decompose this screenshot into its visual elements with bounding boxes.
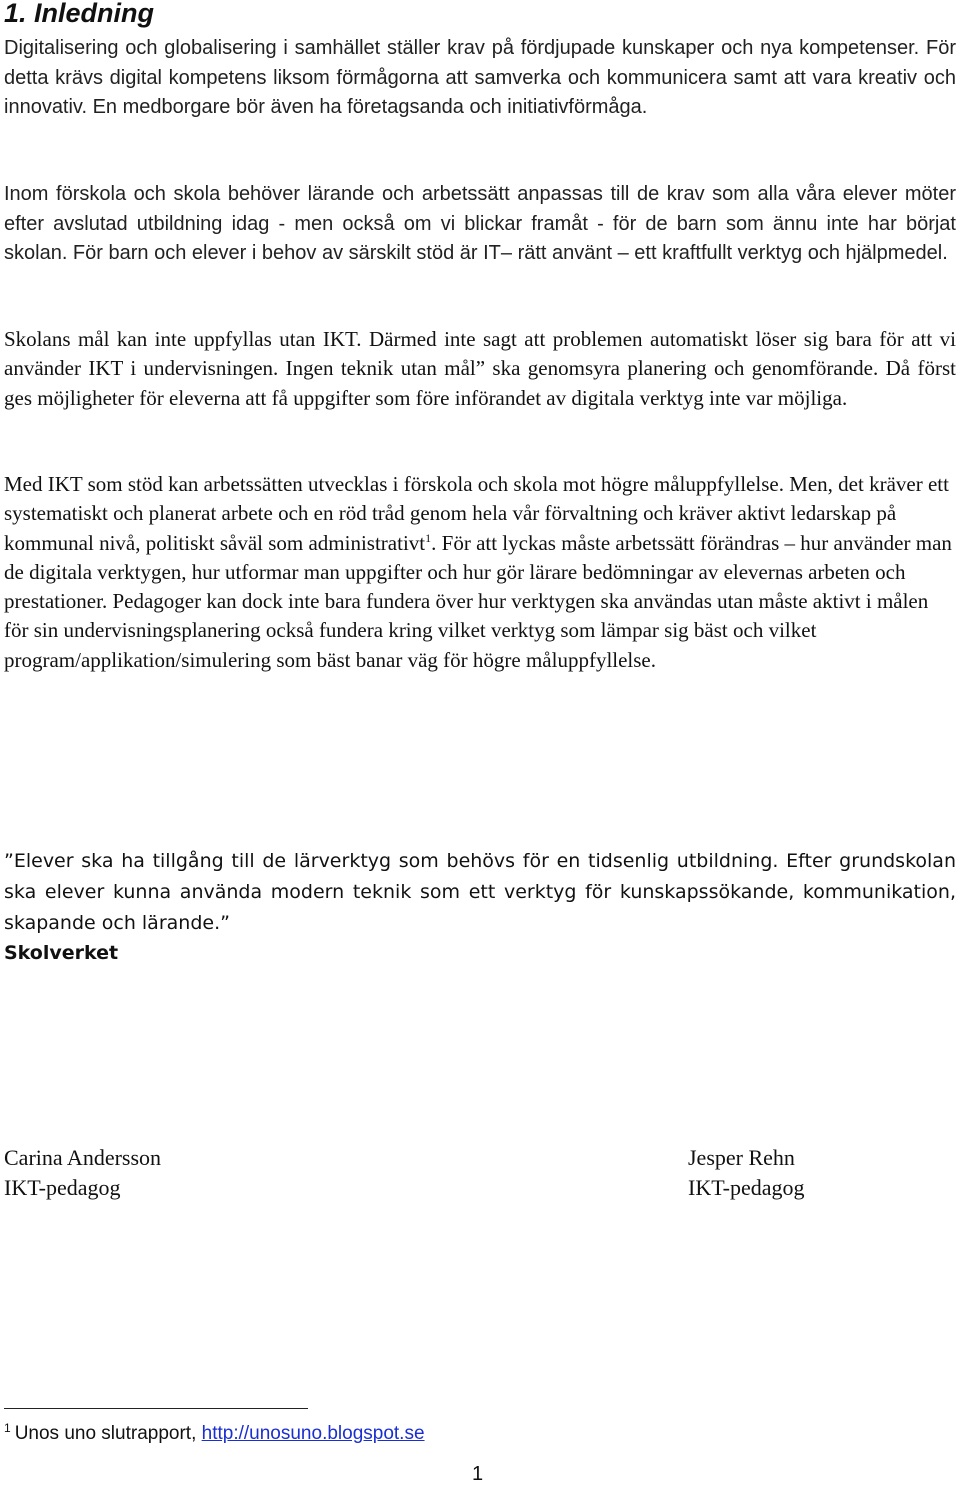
footnote-mark: 1 <box>4 1420 11 1435</box>
quote-text: ”Elever ska ha tillgång till de lärverktyg som behövs för en tidsenlig utbildning. Efter grundskolan ska elever kunna använda modern teknik som ett verktyg för kunskapssökande, kommunikation, skapande och lärande.” <box>4 850 956 934</box>
footnote-reference[interactable]: 1 <box>425 530 432 545</box>
signature-name: Jesper Rehn <box>688 1145 795 1170</box>
section-heading: 1. Inledning <box>4 0 155 28</box>
signature-name: Carina Andersson <box>4 1145 162 1170</box>
signature-2 <box>688 1143 805 1202</box>
paragraph-intro: Digitalisering och globalisering i samhället ställer krav på fördjupade kunskaper och nya kompetenser. För detta krävs digital kompetens liksom förmågorna att samverka och kommunicera samt att vara kreativ och innovativ. En medborgare bör även ha företagsanda och initiativförmåga. <box>4 37 956 118</box>
signature-1 <box>4 1143 161 1202</box>
paragraph-ikt-support-part2: . För att lyckas måste arbetssätt förändras – hur använder man de digitala verktygen, hur utformar man uppgifter och hur gör lärare bedömningar av elevernas arbeten och prestationer. Pedagoger kan dock inte bara fundera över hur verktygen ska användas utan måste aktivt i målen för sin undervisningsplanering också fundera kring vilket verktyg som lämpar sig bäst och vilket program/applikation/simulering som bäst banar väg för högre måluppfyllelse. <box>4 530 952 672</box>
footnote-divider <box>4 1408 308 1409</box>
paragraph-ikt-support <box>4 470 956 675</box>
quote-source: Skolverket <box>4 942 119 964</box>
footnote-text: Unos uno slutrapport, <box>14 1423 202 1444</box>
page-number: 1 <box>472 1463 484 1485</box>
paragraph-learning: Inom förskola och skola behöver lärande och arbetssätt anpassas till de krav som alla våra elever möter efter avslutad utbildning idag - men också om vi blickar framåt - för de barn som ännu inte har börjat skolan. För barn och elever i behov av särskilt stöd är IT– rätt använt – ett kraftfullt verktyg och hjälpmedel. <box>4 183 956 264</box>
paragraph-goals: Skolans mål kan inte uppfyllas utan IKT. Därmed inte sagt att problemen automatiskt löser sig bara för att vi använder IKT i undervisningen. Ingen teknik utan mål” ska genomsyra planering och genomförande. Då först ges möjligheter för eleverna att få uppgifter som före införandet av digitala verktyg inte var möjliga. <box>4 327 956 410</box>
footnote <box>4 1420 425 1448</box>
paragraph-ikt-support-part1: Med IKT som stöd kan arbetssätten utvecklas i förskola och skola mot högre måluppfyllelse. Men, det kräver ett systematiskt och planerat arbete och en röd tråd genom hela vår förvaltning och kräver aktivt ledarskap på kommunal nivå, politiskt såväl som administrativt <box>4 472 949 555</box>
footnote-link[interactable]: http://unosuno.blogspot.se <box>201 1423 425 1444</box>
signature-title: IKT-pedagog <box>4 1174 121 1200</box>
signature-title: IKT-pedagog <box>688 1174 805 1200</box>
